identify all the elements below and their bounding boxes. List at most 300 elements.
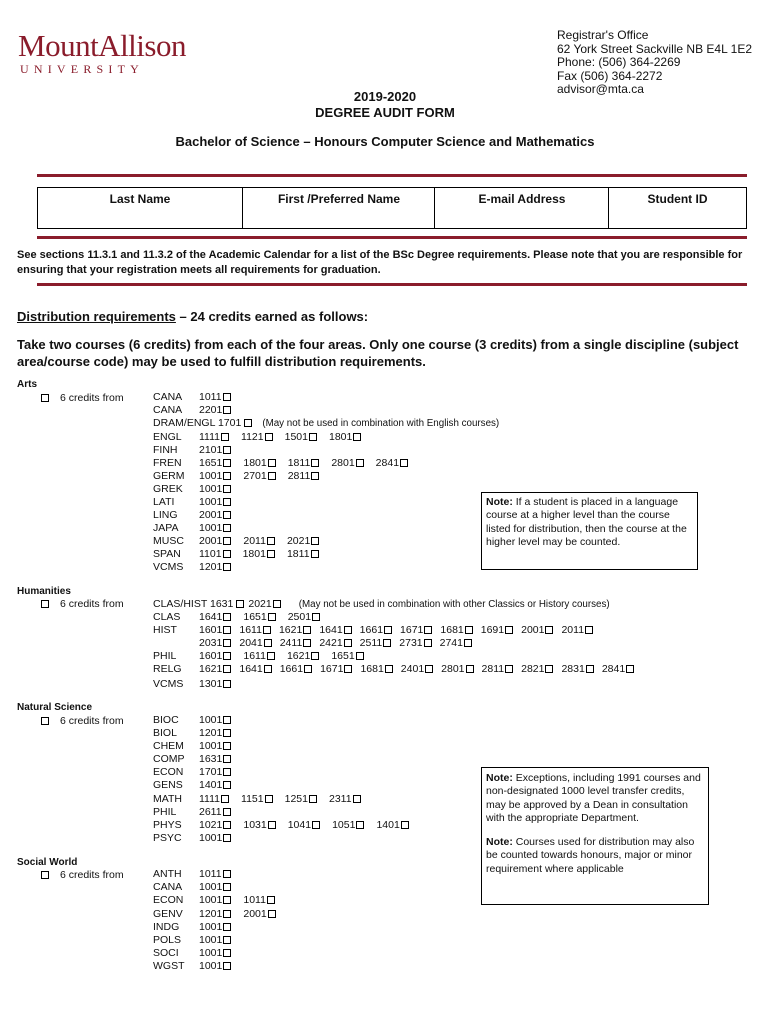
- course-number: 1201: [199, 908, 223, 920]
- course-checkbox[interactable]: [311, 472, 319, 480]
- course-row: [153, 470, 331, 482]
- course-number: 2011: [243, 535, 266, 547]
- course-row: [153, 934, 243, 946]
- area-credits-text: 6 credits from: [60, 869, 124, 881]
- course-option: [285, 431, 321, 443]
- course-row: [153, 522, 243, 534]
- divider: [37, 283, 747, 286]
- course-checkbox[interactable]: [267, 550, 275, 558]
- note-text: Exceptions, including 1991 courses and non-designated 1000 level transfer credits, may be approved by a Dean in consultation with the appropriate Department.: [486, 772, 701, 824]
- course-number: 2001: [199, 509, 223, 521]
- course-number: 2011: [561, 624, 585, 636]
- course-checkbox[interactable]: [267, 652, 275, 660]
- language-note-box: [481, 492, 698, 570]
- course-number: 2101: [199, 444, 223, 456]
- course-checkbox[interactable]: [353, 795, 361, 803]
- subject-code: VCMS: [153, 561, 184, 573]
- subject-code: BIOL: [153, 727, 177, 739]
- student-info-table: [37, 187, 747, 229]
- course-checkbox[interactable]: [223, 808, 231, 816]
- course-option: [400, 624, 436, 636]
- course-checkbox[interactable]: [223, 459, 231, 467]
- course-option: [288, 819, 324, 831]
- course-number: 2021: [286, 535, 311, 547]
- course-checkbox[interactable]: [223, 936, 231, 944]
- course-row: [153, 535, 331, 547]
- area-checkbox[interactable]: [41, 717, 49, 725]
- subject-code: GENV: [153, 908, 183, 920]
- course-checkbox[interactable]: [311, 459, 319, 467]
- course-checkbox[interactable]: [221, 795, 229, 803]
- subject-code: JAPA: [153, 522, 179, 534]
- course-checkbox[interactable]: [223, 923, 231, 931]
- subject-code: SPAN: [153, 548, 181, 560]
- logo-subtitle: UNIVERSITY: [20, 62, 144, 76]
- subject-code: CANA: [153, 881, 183, 893]
- course-option: [521, 663, 557, 675]
- course-number: 2741: [439, 637, 463, 649]
- course-option: [199, 444, 235, 456]
- subject-code: ECON: [153, 894, 184, 906]
- course-option: [199, 522, 235, 534]
- course-option: [319, 637, 355, 649]
- area-label: Natural Science: [17, 702, 93, 713]
- student-id-header: Student ID: [647, 192, 708, 206]
- course-option: [376, 457, 412, 469]
- course-checkbox[interactable]: [223, 446, 231, 454]
- course-row: [153, 753, 243, 765]
- course-option: [243, 819, 279, 831]
- course-option: [199, 921, 235, 933]
- course-option: [199, 960, 235, 972]
- area-credits-text: 6 credits from: [60, 715, 124, 727]
- course-option: [199, 779, 235, 791]
- course-number: 1681: [440, 624, 464, 636]
- course-checkbox[interactable]: [223, 613, 231, 621]
- course-row: [153, 960, 243, 972]
- course-checkbox[interactable]: [585, 626, 593, 634]
- course-option: [360, 637, 396, 649]
- subject-code: CANA: [153, 391, 183, 403]
- course-number: 1151: [241, 793, 264, 805]
- course-number: 2421: [319, 637, 343, 649]
- office-email: advisor@mta.ca: [557, 82, 644, 97]
- course-option: [401, 663, 437, 675]
- course-checkbox[interactable]: [353, 433, 361, 441]
- course-number: 1111: [199, 431, 221, 443]
- course-option: [331, 457, 367, 469]
- course-checkbox[interactable]: [356, 652, 364, 660]
- course-checkbox[interactable]: [223, 821, 231, 829]
- course-row: [153, 881, 243, 893]
- course-checkbox[interactable]: [223, 949, 231, 957]
- course-number: 1001: [199, 522, 223, 534]
- course-option: [199, 483, 235, 495]
- course-checkbox[interactable]: [303, 639, 311, 647]
- course-option: [561, 624, 597, 636]
- course-checkbox[interactable]: [223, 537, 231, 545]
- course-checkbox[interactable]: [223, 834, 231, 842]
- course-checkbox[interactable]: [223, 870, 231, 878]
- course-checkbox[interactable]: [223, 511, 231, 519]
- course-number: 2841: [375, 457, 400, 469]
- course-option: [288, 611, 324, 623]
- course-option: [199, 894, 235, 906]
- course-checkbox[interactable]: [383, 639, 391, 647]
- course-option: [320, 663, 356, 675]
- course-row: [153, 637, 480, 649]
- course-checkbox[interactable]: [466, 665, 474, 673]
- course-checkbox[interactable]: [304, 665, 312, 673]
- course-option: [243, 894, 279, 906]
- course-checkbox[interactable]: [264, 639, 272, 647]
- course-number: 2801: [331, 457, 355, 469]
- course-option: [239, 663, 275, 675]
- course-checkbox[interactable]: [311, 537, 319, 545]
- course-option: [243, 650, 279, 662]
- note-label: Note:: [486, 496, 513, 508]
- course-checkbox[interactable]: [265, 795, 273, 803]
- course-number: 1301: [199, 678, 223, 690]
- course-number: 1621: [286, 650, 311, 662]
- course-checkbox[interactable]: [223, 768, 231, 776]
- subject-code: HIST: [153, 624, 177, 636]
- course-row: [153, 561, 243, 573]
- course-checkbox[interactable]: [223, 729, 231, 737]
- course-option: [199, 509, 235, 521]
- course-checkbox[interactable]: [223, 742, 231, 750]
- course-checkbox[interactable]: [223, 626, 231, 634]
- course-row: [153, 509, 243, 521]
- course-checkbox[interactable]: [236, 600, 244, 608]
- area-label: Humanities: [17, 586, 71, 597]
- course-row: [153, 650, 376, 662]
- course-checkbox[interactable]: [268, 910, 276, 918]
- course-number: 1671: [320, 663, 344, 675]
- course-row: [153, 714, 243, 726]
- course-option: [199, 496, 235, 508]
- course-row: [153, 678, 243, 690]
- course-checkbox[interactable]: [244, 419, 252, 427]
- subject-code: LATI: [153, 496, 175, 508]
- course-option: [332, 819, 368, 831]
- course-number: 1011: [199, 391, 222, 403]
- last-name-header: Last Name: [109, 192, 171, 206]
- course-checkbox[interactable]: [505, 665, 513, 673]
- course-option: [285, 793, 321, 805]
- course-checkbox[interactable]: [223, 406, 231, 414]
- course-checkbox[interactable]: [425, 665, 433, 673]
- subject-code: FINH: [153, 444, 178, 456]
- course-checkbox[interactable]: [263, 626, 271, 634]
- course-checkbox[interactable]: [424, 626, 432, 634]
- course-number: 2811: [481, 663, 505, 675]
- course-option: [199, 727, 235, 739]
- course-option: [199, 624, 235, 636]
- course-row: [153, 727, 243, 739]
- course-checkbox[interactable]: [384, 626, 392, 634]
- course-checkbox[interactable]: [223, 896, 231, 904]
- course-row: [153, 766, 243, 778]
- course-row: [153, 740, 243, 752]
- course-checkbox[interactable]: [311, 550, 319, 558]
- course-number: 1601: [199, 650, 223, 662]
- course-row: [153, 431, 373, 443]
- course-number: 1801: [242, 548, 266, 560]
- course-checkbox[interactable]: [465, 626, 473, 634]
- course-checkbox[interactable]: [268, 472, 276, 480]
- course-checkbox[interactable]: [223, 472, 231, 480]
- subject-code: POLS: [153, 934, 182, 946]
- course-checkbox[interactable]: [309, 433, 317, 441]
- course-checkbox[interactable]: [268, 613, 276, 621]
- area-credits: [40, 392, 124, 404]
- course-option: [199, 637, 235, 649]
- course-checkbox[interactable]: [303, 626, 311, 634]
- course-checkbox[interactable]: [223, 781, 231, 789]
- course-number: 2201: [199, 404, 223, 416]
- subject-code: VCMS: [153, 678, 184, 690]
- course-checkbox[interactable]: [223, 680, 231, 688]
- course-checkbox[interactable]: [586, 665, 594, 673]
- course-option: [279, 624, 315, 636]
- course-checkbox[interactable]: [265, 433, 273, 441]
- course-number: 1201: [199, 561, 223, 573]
- course-number: 1001: [199, 832, 223, 844]
- course-option: [243, 457, 279, 469]
- course-checkbox[interactable]: [344, 639, 352, 647]
- course-row: [153, 496, 243, 508]
- course-checkbox[interactable]: [385, 665, 393, 673]
- course-number: 1051: [332, 819, 356, 831]
- course-option: [199, 391, 235, 403]
- course-option: [199, 561, 235, 573]
- area-checkbox[interactable]: [41, 600, 49, 608]
- course-checkbox[interactable]: [312, 821, 320, 829]
- distribution-instruction: Take two courses (6 credits) from each of the four areas. Only one course (3 credits) from a single discipline (subject area/course code) may be used to fulfill distribution requirements.: [17, 337, 739, 369]
- subject-code: CANA: [153, 404, 183, 416]
- subject-code: GREK: [153, 483, 183, 495]
- course-option: [243, 535, 279, 547]
- course-checkbox[interactable]: [221, 433, 229, 441]
- course-number: 1401: [199, 779, 223, 791]
- course-option: [199, 611, 235, 623]
- subject-code: ENGL: [153, 431, 182, 443]
- course-checkbox[interactable]: [464, 639, 472, 647]
- note-label: Note:: [486, 772, 513, 784]
- area-credits: [40, 869, 124, 881]
- course-number: 1001: [199, 496, 223, 508]
- course-checkbox[interactable]: [223, 652, 231, 660]
- course-checkbox[interactable]: [309, 795, 317, 803]
- subject-code: GERM: [153, 470, 185, 482]
- course-number: 1011: [199, 868, 222, 880]
- course-option: [360, 624, 396, 636]
- course-checkbox[interactable]: [311, 652, 319, 660]
- course-row: [153, 806, 243, 818]
- course-option: [331, 650, 367, 662]
- course-number: 1101: [199, 548, 222, 560]
- course-row: [153, 819, 421, 831]
- course-number: 2701: [243, 470, 267, 482]
- course-checkbox[interactable]: [223, 962, 231, 970]
- course-checkbox[interactable]: [356, 459, 364, 467]
- course-checkbox[interactable]: [401, 821, 409, 829]
- course-row: [153, 832, 243, 844]
- course-number: 1001: [199, 934, 223, 946]
- course-checkbox[interactable]: [400, 459, 408, 467]
- course-number: 2311: [328, 793, 352, 805]
- exceptions-note-box: [481, 767, 709, 905]
- course-checkbox[interactable]: [626, 665, 634, 673]
- subject-code: PHYS: [153, 819, 182, 831]
- course-option: [199, 832, 235, 844]
- course-checkbox[interactable]: [267, 896, 275, 904]
- course-row: [153, 779, 243, 791]
- course-option: [199, 548, 235, 560]
- course-number: 1001: [199, 947, 223, 959]
- course-row: [153, 921, 243, 933]
- area-checkbox[interactable]: [41, 394, 49, 402]
- course-number: 1661: [279, 663, 304, 675]
- course-row: [153, 457, 420, 469]
- course-option: [241, 431, 277, 443]
- course-row: [153, 611, 332, 623]
- area-credits-text: 6 credits from: [60, 392, 124, 404]
- course-number: 2821: [521, 663, 545, 675]
- course-checkbox[interactable]: [268, 821, 276, 829]
- course-option: [360, 663, 396, 675]
- course-number: 1001: [199, 483, 223, 495]
- subject-code: SOCI: [153, 947, 179, 959]
- course-row: [153, 483, 243, 495]
- course-number: 1671: [400, 624, 424, 636]
- course-restriction: (May not be used in combination with other Classics or History courses): [298, 599, 610, 610]
- course-option: [199, 868, 235, 880]
- distribution-heading-rest: – 24 credits earned as follows:: [175, 309, 369, 324]
- course-number: 1121: [241, 431, 264, 443]
- course-option: [243, 470, 279, 482]
- course-number: 1661: [359, 624, 384, 636]
- course-option: [243, 611, 279, 623]
- course-checkbox[interactable]: [424, 639, 432, 647]
- course-checkbox[interactable]: [344, 665, 352, 673]
- note-text: Courses used for distribution may also be counted towards honours, major or minor requirement where applicable: [486, 836, 695, 875]
- course-option: [199, 535, 235, 547]
- course-checkbox[interactable]: [223, 563, 231, 571]
- subject-code: CLAS: [153, 611, 181, 623]
- course-checkbox[interactable]: [223, 639, 231, 647]
- academic-year: 2019-2020: [353, 89, 417, 104]
- course-checkbox[interactable]: [223, 498, 231, 506]
- subject-code: LING: [153, 509, 178, 521]
- course-number: 1701: [199, 766, 223, 778]
- office-street: 62 York Street Sackville NB E4L 1E2: [557, 41, 752, 56]
- subject-code: COMP: [153, 753, 185, 765]
- course-number: 1001: [199, 960, 223, 972]
- course-number: 1001: [199, 470, 223, 482]
- top-divider: [37, 174, 747, 177]
- course-number: 1811: [286, 548, 310, 560]
- subject-code: PHIL: [153, 650, 177, 662]
- course-number: 1001: [199, 894, 223, 906]
- distribution-heading-underlined: Distribution requirements: [17, 309, 176, 324]
- exceptions-note: [486, 772, 704, 825]
- course-row: [153, 947, 243, 959]
- course-number: 2811: [287, 470, 311, 482]
- course-checkbox[interactable]: [223, 755, 231, 763]
- subject-code: PSYC: [153, 832, 182, 844]
- course-checkbox[interactable]: [545, 626, 553, 634]
- course-option: [329, 793, 365, 805]
- course-number: 2801: [441, 663, 465, 675]
- area-checkbox[interactable]: [41, 871, 49, 879]
- course-number: 1601: [199, 624, 223, 636]
- course-checkbox[interactable]: [223, 524, 231, 532]
- course-number: 1001: [199, 740, 223, 752]
- subject-code: WGST: [153, 960, 185, 972]
- course-number: 2401: [400, 663, 425, 675]
- course-option: [440, 637, 476, 649]
- course-checkbox[interactable]: [268, 459, 276, 467]
- course-number: 2001: [521, 624, 545, 636]
- course-row: [153, 548, 331, 560]
- course-checkbox[interactable]: [223, 883, 231, 891]
- course-option: [280, 637, 316, 649]
- course-number: 1681: [360, 663, 384, 675]
- course-option: [399, 637, 435, 649]
- course-option: [243, 908, 279, 920]
- course-checkbox[interactable]: [505, 626, 513, 634]
- course-checkbox[interactable]: [264, 665, 272, 673]
- office-fax: Fax (506) 364-2272: [557, 68, 663, 83]
- course-number: 1031: [243, 819, 267, 831]
- course-number: 1651: [243, 611, 267, 623]
- course-number: 2021: [248, 598, 272, 610]
- course-option: [376, 819, 412, 831]
- course-checkbox[interactable]: [223, 716, 231, 724]
- course-number: 1001: [199, 921, 223, 933]
- course-checkbox[interactable]: [344, 626, 352, 634]
- email-header: E-mail Address: [478, 192, 566, 206]
- program-title: Bachelor of Science – Honours Computer Science and Mathematics: [175, 134, 595, 149]
- course-checkbox[interactable]: [223, 665, 231, 673]
- subject-code: DRAM/ENGL 1701: [153, 417, 242, 429]
- requirements-notice: See sections 11.3.1 and 11.3.2 of the Academic Calendar for a list of the BSc Degree requirements. Please note that you are responsible for ensuring that your registration meets all requirements for graduation.: [17, 249, 743, 276]
- course-number: 2041: [239, 637, 263, 649]
- course-checkbox[interactable]: [223, 393, 231, 401]
- course-option: [199, 470, 235, 482]
- course-checkbox[interactable]: [223, 910, 231, 918]
- form-title: DEGREE AUDIT FORM: [315, 105, 455, 120]
- course-option: [199, 457, 235, 469]
- course-checkbox[interactable]: [545, 665, 553, 673]
- course-checkbox[interactable]: [223, 485, 231, 493]
- course-number: 1041: [287, 819, 312, 831]
- course-checkbox[interactable]: [273, 600, 281, 608]
- course-number: 1401: [376, 819, 400, 831]
- course-checkbox[interactable]: [312, 613, 320, 621]
- course-row: [153, 404, 243, 416]
- course-row: [153, 868, 243, 880]
- course-checkbox[interactable]: [223, 550, 231, 558]
- course-number: 1801: [328, 431, 353, 443]
- course-checkbox[interactable]: [267, 537, 275, 545]
- note-text: If a student is placed in a language course at a higher level than the course listed for distribution, then the course at the higher level may be counted.: [486, 496, 687, 548]
- course-option: [199, 650, 235, 662]
- course-option: [199, 431, 233, 443]
- course-checkbox[interactable]: [356, 821, 364, 829]
